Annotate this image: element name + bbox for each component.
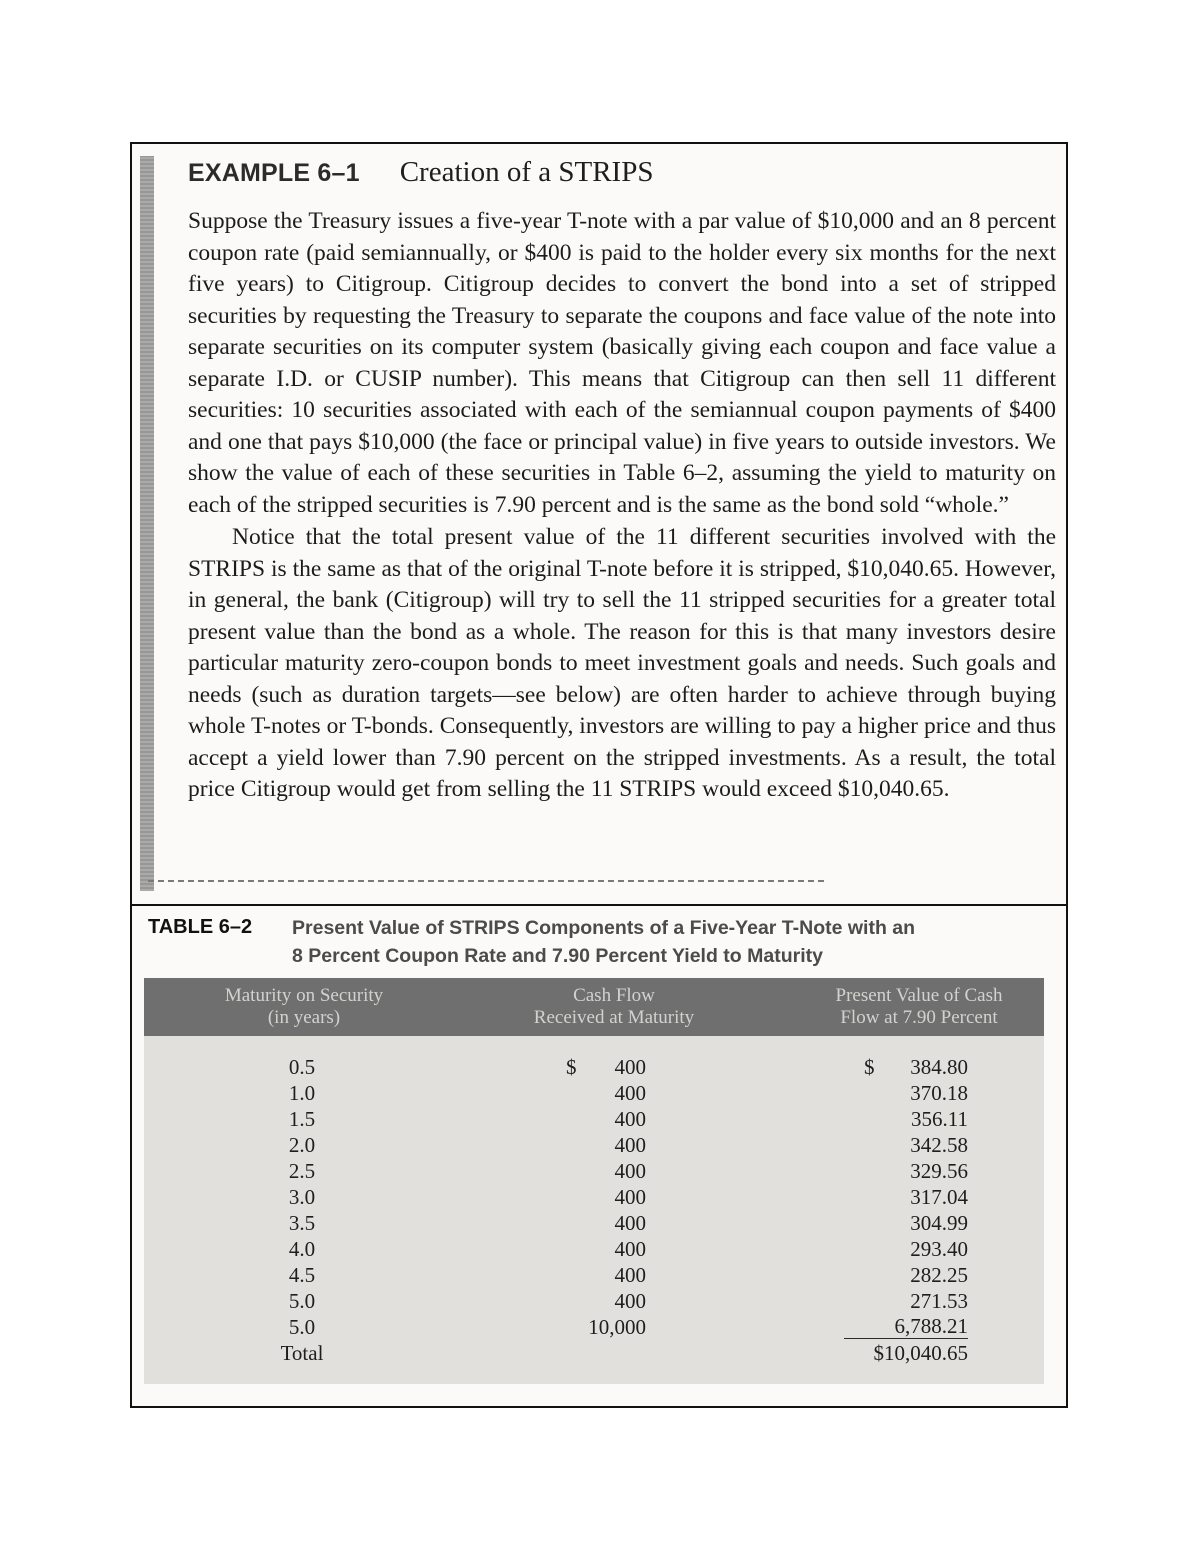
total-value: $10,040.65 bbox=[873, 1341, 968, 1365]
table-row bbox=[144, 1262, 1044, 1288]
cash-flow-cell: 400 bbox=[614, 1159, 646, 1183]
present-value-cell: 317.04 bbox=[910, 1185, 968, 1209]
table-caption-line-1: Present Value of STRIPS Components of a Five-Year T-Note with an bbox=[292, 917, 916, 939]
maturity-cell: 4.5 bbox=[288, 1263, 316, 1287]
table-row bbox=[144, 1288, 1044, 1314]
present-value-cell: 329.56 bbox=[910, 1159, 968, 1183]
example-header bbox=[188, 156, 653, 196]
total-label: Total bbox=[280, 1341, 324, 1365]
example-paragraph-2: Notice that the total present value of the 11 different securities involved with the STRIPS is the same as that of the original T-note before it is stripped, $10,040.65. However, in general, the bank (Citigroup) will try to sell the 11 stripped securities for a greater total present value than the bond as a whole. The reason for this is that many investors desire particular maturity zero-coupon bonds to meet investment goals and needs. Such goals and needs (such as duration targets—see below) are often harder to achieve through buying whole T-notes or T-bonds. Consequently, investors are willing to pay a higher price and thus accept a yield lower than 7.90 percent on the stripped investments. As a result, the total price Citigroup would get from selling the 11 STRIPS would exceed $10,040.65. bbox=[188, 524, 1056, 802]
example-title: Creation of a STRIPS bbox=[399, 156, 654, 188]
example-paragraph-1: Suppose the Treasury issues a five-year T-note with a par value of $10,000 and an 8 percent coupon rate (paid semiannually, or $400 is paid to the holder every six months for the next five years) to Citigroup. Citigroup decides to convert the bond into a set of stripped securities by requesting the Treasury to separate the coupons and face value of the note into separate securities on its computer system (basically giving each coupon and face value a separate I.D. or CUSIP number). This means that Citigroup can then sell 11 different securities: 10 securities associated with each of the semiannual coupon payments of $400 and one that pays $10,000 (the face or principal value) in five years to outside investors. We show the value of each of these securities in Table 6–2, assuming the yield to maturity on each of the stripped securities is 7.90 percent and is the same as the bond sold “whole.” bbox=[188, 208, 1056, 518]
example-body bbox=[188, 206, 1056, 806]
present-value-cell: 342.58 bbox=[910, 1133, 968, 1157]
column-header-maturity: Maturity on Security (in years) bbox=[224, 985, 384, 1028]
example-label: EXAMPLE 6–1 bbox=[188, 159, 360, 187]
maturity-cell: 2.0 bbox=[288, 1133, 316, 1157]
present-value-cell: 282.25 bbox=[910, 1263, 968, 1287]
column-header-present-value: Present Value of Cash Flow at 7.90 Percent bbox=[835, 985, 1003, 1028]
cash-flow-cell: 400 bbox=[614, 1107, 646, 1131]
example-end-rule bbox=[148, 880, 824, 882]
dollar-sign: $ bbox=[864, 1055, 875, 1079]
table-row bbox=[144, 1106, 1044, 1132]
maturity-cell: 5.0 bbox=[288, 1315, 316, 1339]
cash-flow-cell: 400 bbox=[614, 1081, 646, 1105]
cash-flow-cell: 400 bbox=[614, 1289, 646, 1313]
table-row bbox=[144, 1132, 1044, 1158]
cash-flow-cell: 400 bbox=[614, 1237, 646, 1261]
example-side-bar bbox=[140, 156, 154, 891]
present-value-cell: 356.11 bbox=[911, 1107, 968, 1131]
present-value-cell: 304.99 bbox=[910, 1211, 968, 1235]
table-row bbox=[144, 1236, 1044, 1262]
cash-flow-cell: 400 bbox=[614, 1211, 646, 1235]
maturity-cell: 3.0 bbox=[288, 1185, 316, 1209]
cash-flow-cell: 400 bbox=[614, 1185, 646, 1209]
column-header-cash-flow: Cash Flow Received at Maturity bbox=[533, 985, 695, 1028]
table-row bbox=[144, 1210, 1044, 1236]
maturity-cell: 0.5 bbox=[288, 1055, 316, 1079]
cash-flow-cell: 400 bbox=[614, 1263, 646, 1287]
table-row bbox=[144, 1158, 1044, 1184]
cash-flow-cell: 400 bbox=[614, 1133, 646, 1157]
table-caption bbox=[292, 914, 1012, 970]
table-row bbox=[144, 1080, 1044, 1106]
maturity-cell: 4.0 bbox=[288, 1237, 316, 1261]
maturity-cell: 2.5 bbox=[288, 1159, 316, 1183]
present-value-cell: 293.40 bbox=[910, 1237, 968, 1261]
table-header-row bbox=[144, 978, 1044, 1036]
table-row bbox=[144, 1054, 1044, 1080]
present-value-cell: 271.53 bbox=[910, 1289, 968, 1313]
strips-table bbox=[144, 978, 1044, 1384]
present-value-cell: 370.18 bbox=[910, 1081, 968, 1105]
maturity-cell: 1.5 bbox=[288, 1107, 316, 1131]
maturity-cell: 1.0 bbox=[288, 1081, 316, 1105]
table-caption-line-2: 8 Percent Coupon Rate and 7.90 Percent Yield to Maturity bbox=[292, 945, 823, 967]
maturity-cell: 5.0 bbox=[288, 1289, 316, 1313]
table-row bbox=[144, 1184, 1044, 1210]
table-total-row bbox=[144, 1340, 1044, 1366]
cash-flow-cell: 10,000 bbox=[588, 1315, 646, 1339]
maturity-cell: 3.5 bbox=[288, 1211, 316, 1235]
section-divider bbox=[132, 904, 1066, 906]
dollar-sign: $ bbox=[566, 1055, 577, 1079]
present-value-cell: 6,788.21 bbox=[844, 1314, 968, 1339]
present-value-cell: 384.80 bbox=[910, 1055, 968, 1079]
cash-flow-cell: 400 bbox=[614, 1055, 646, 1079]
table-label: TABLE 6–2 bbox=[148, 916, 253, 938]
table-row bbox=[144, 1314, 1044, 1340]
